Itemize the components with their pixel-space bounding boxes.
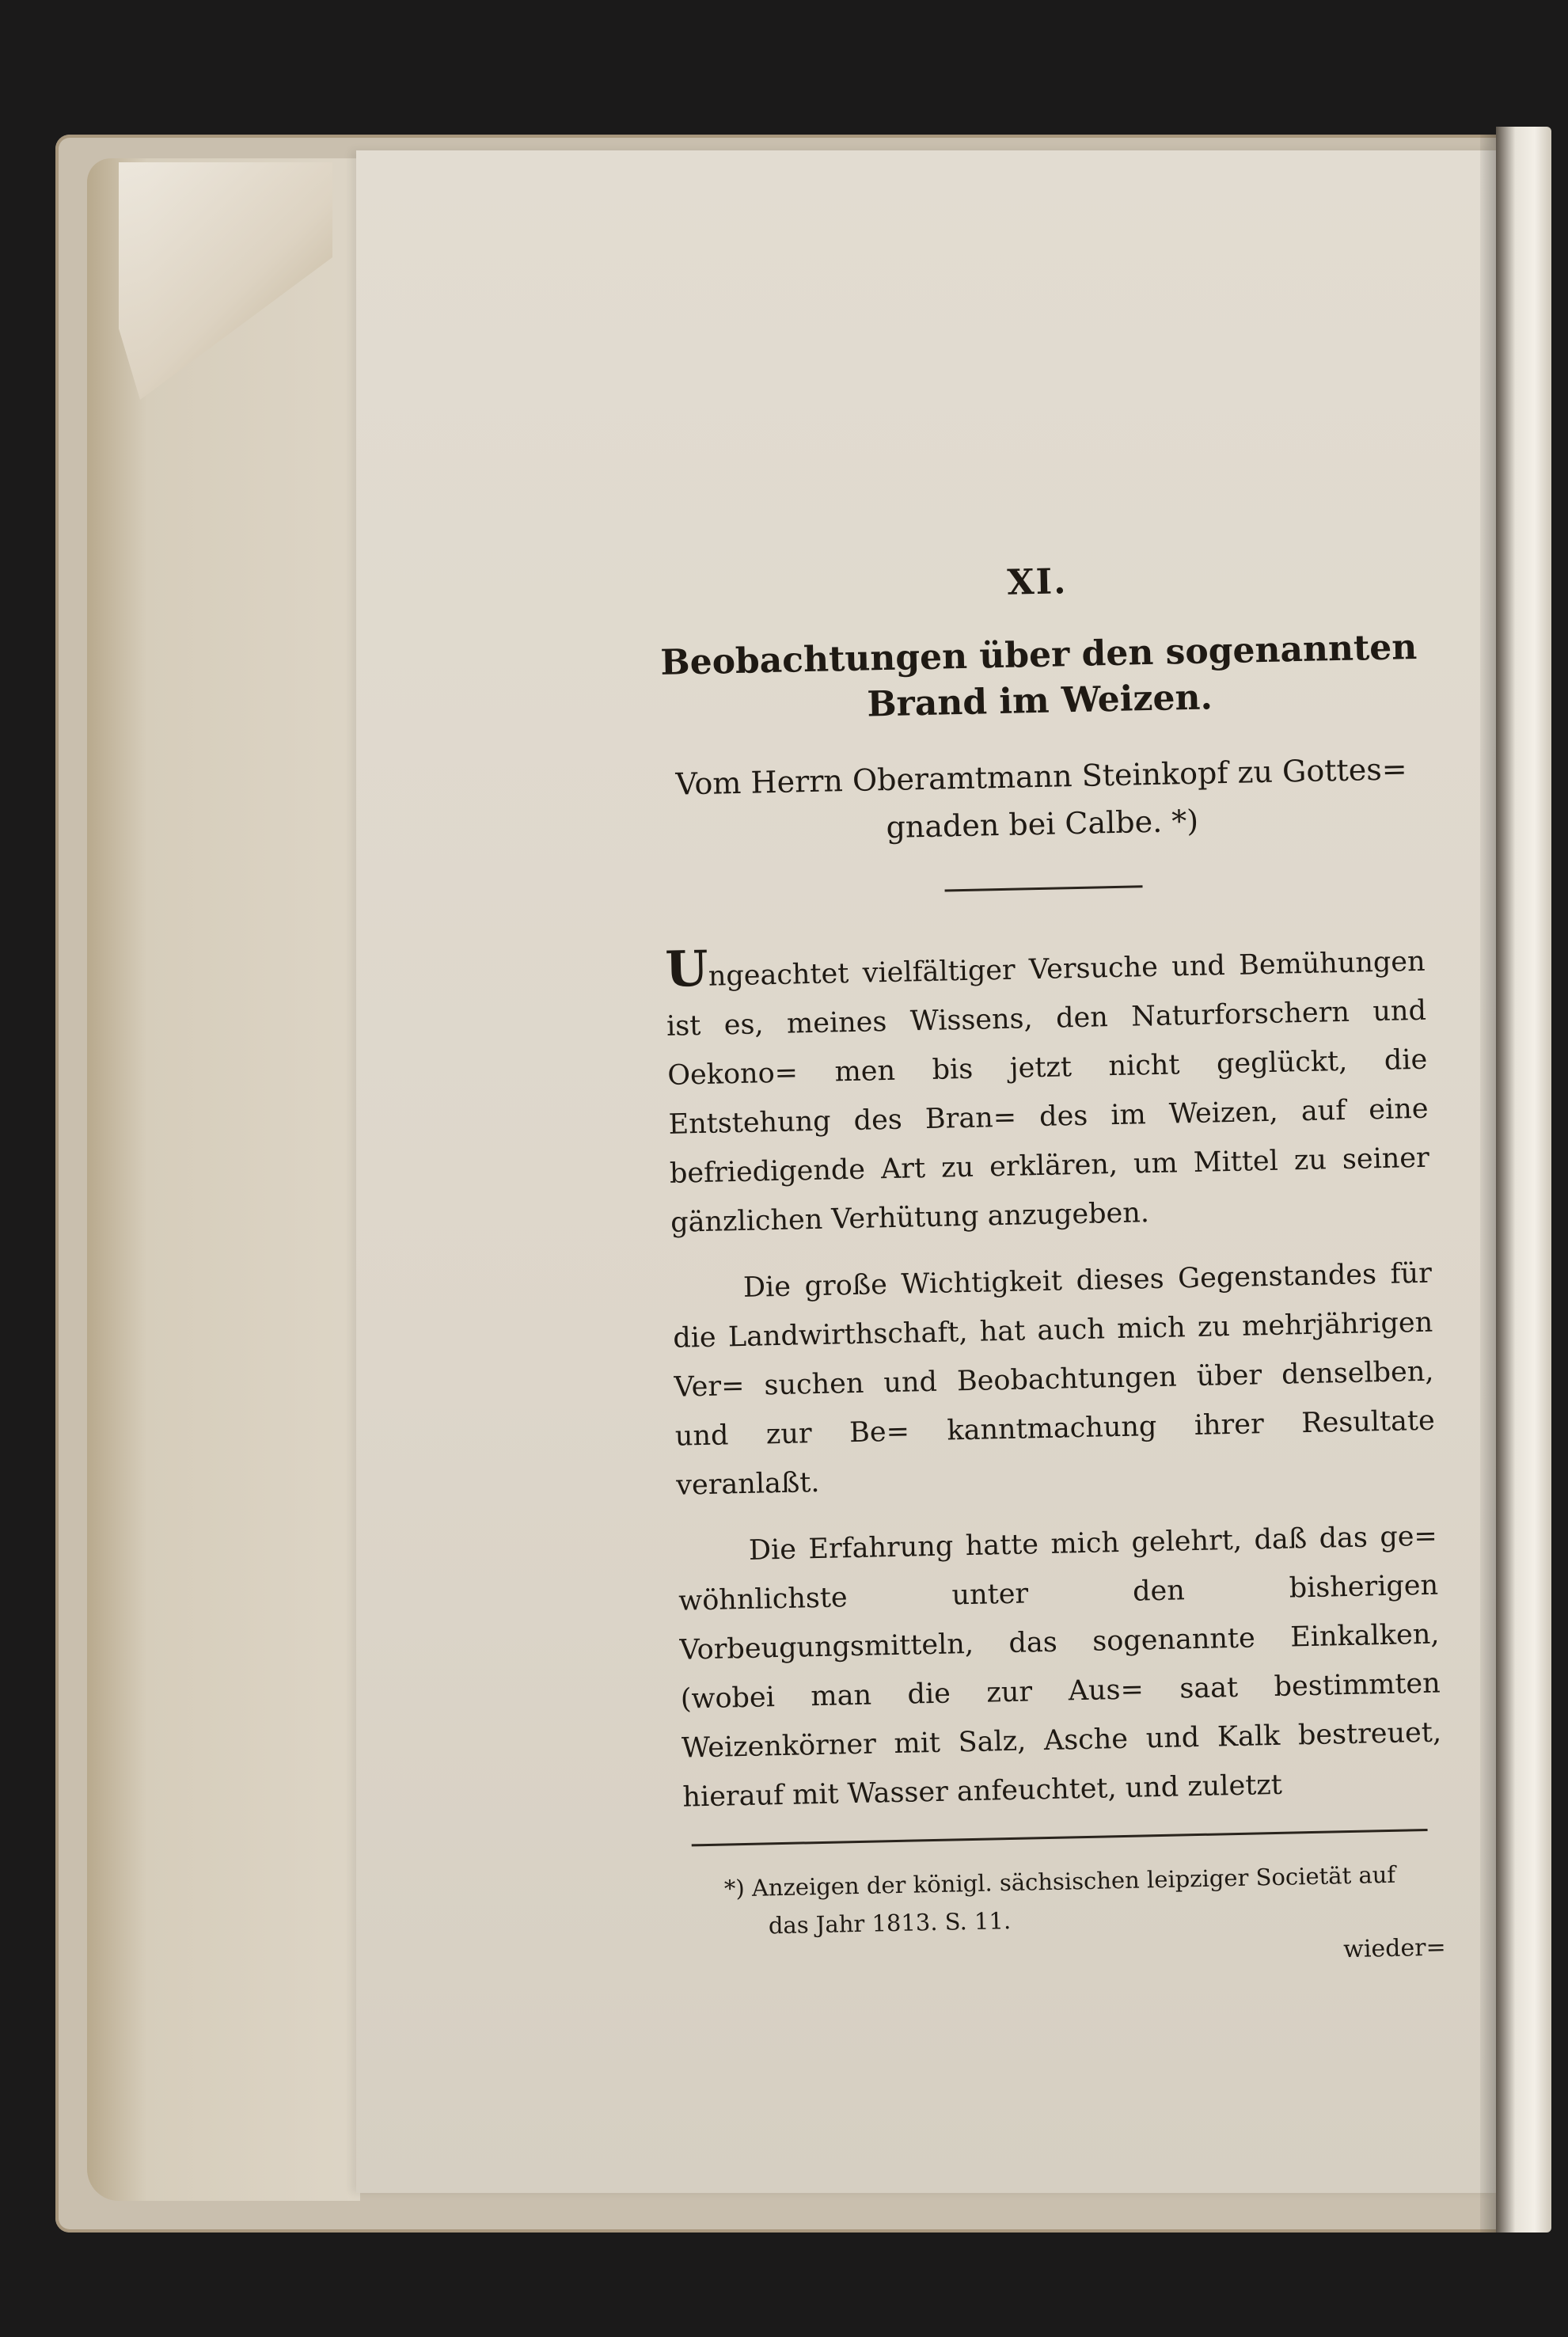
page-text — [657, 554, 1446, 1978]
footnote-marker: *) — [723, 1875, 746, 1902]
right-page-edges — [1496, 127, 1551, 2232]
drop-cap: U — [664, 939, 709, 998]
footnote-line-2: das Jahr 1813. S. 11. — [768, 1907, 1012, 1940]
footnote — [684, 1855, 1445, 1947]
title-divider — [945, 885, 1143, 891]
catchword: wieder= — [1342, 1933, 1447, 1964]
paragraph-3: Die Erfahrung hatte mich gelehrt, daß das ge= wöhnlichste unter den bisherigen Vorbeugungsmitteln, das sogenannte Einkalken, (wobei man die zur Aus= saat bestimmten Weizenkörner mit Salz, Asche und Kalk bestreuet, hierauf mit Wasser anfeuchtet, und zuletzt — [678, 1520, 1442, 1814]
chapter-author: Vom Herrn Oberamtmann Steinkopf zu Gottes= gnaden bei Calbe. *) — [675, 751, 1408, 846]
left-page-edges — [87, 158, 360, 2201]
footnote-divider — [692, 1829, 1428, 1846]
paragraph-2: Die große Wichtigkeit dieses Gegenstandes für die Landwirthschaft, hat auch mich zu mehrjährigen Ver= suchen und Beobachtungen über denselben, und zur Be= kanntmachung ihrer Resultate veranlaßt. — [672, 1257, 1436, 1502]
chapter-title: Beobachtungen über den sogenannten Brand im Weizen. — [659, 626, 1418, 725]
footnote-line-1: Anzeigen der königl. sächsischen leipziger Societät auf — [751, 1860, 1396, 1902]
paragraph-1 — [665, 937, 1431, 1248]
paragraph-1-text: ngeachtet vielfältiger Versuche und Bemühungen ist es, meines Wissens, den Naturforschern und Oekono= men bis jetzt nicht geglückt, die Entstehung des Bran= des im Weizen, auf eine befriedigende Art zu erklären, um Mittel zu seiner gänzlichen Verhütung anzugeben. — [666, 945, 1430, 1239]
chapter-number: XI. — [1006, 561, 1068, 603]
